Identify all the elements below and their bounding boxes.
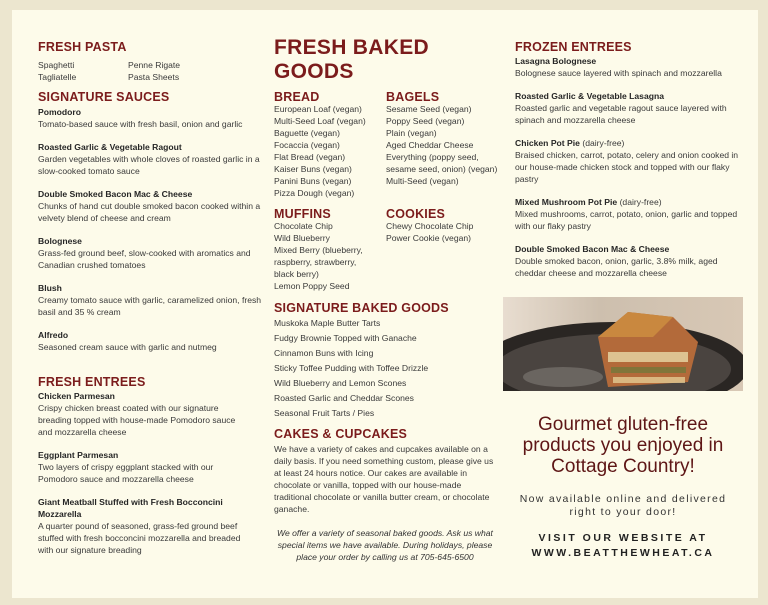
list-item: Wild Blueberry and Lemon Scones bbox=[274, 378, 407, 388]
list-item: Wild Blueberry bbox=[274, 233, 330, 243]
item-name bbox=[38, 141, 263, 153]
item-description: Chunks of hand cut double smoked bacon cooked within a velvety blend of cheese and cream bbox=[38, 201, 261, 223]
item-description: Creamy tomato sauce with garlic, caramelized onion, fresh basil and 35 % cream bbox=[38, 295, 262, 317]
cookies-heading: COOKIES bbox=[386, 207, 446, 221]
item-description: Grass-fed ground beef, slow-cooked with aromatics and Canadian crushed tomatoes bbox=[38, 248, 251, 270]
signature-sauces-heading: SIGNATURE SAUCES bbox=[38, 90, 170, 104]
item-name bbox=[515, 243, 745, 255]
fresh-entrees-heading: FRESH ENTREES bbox=[38, 375, 146, 389]
list-item: Cinnamon Buns with Icing bbox=[274, 348, 374, 358]
menu-item bbox=[515, 55, 745, 79]
item-name-text: Mixed Mushroom Pot Pie bbox=[515, 197, 618, 207]
item-name-text: Double Smoked Bacon Mac & Cheese bbox=[38, 189, 193, 199]
menu-item bbox=[38, 235, 263, 271]
menu-item bbox=[38, 329, 263, 353]
item-description: Two layers of crispy eggplant stacked with our Pomodoro sauce and mozzarella cheese bbox=[38, 462, 214, 484]
item-name-text: Giant Meatball Stuffed with Fresh Bocconcini Mozzarella bbox=[38, 497, 223, 519]
item-name-text: Eggplant Parmesan bbox=[38, 450, 119, 460]
seasonal-note: We offer a variety of seasonal baked goods. Ask us what special items we have available. During holidays, please place your order by calling us at 705-645-6500 bbox=[277, 528, 493, 562]
list-item: Mixed Berry (blueberry, raspberry, strawberry, black berry) bbox=[274, 245, 363, 279]
list-item: European Loaf (vegan) bbox=[274, 104, 362, 114]
item-name bbox=[38, 235, 263, 247]
availability-text: Now available online and delivered right to your door! bbox=[519, 493, 727, 518]
list-item: Flat Bread (vegan) bbox=[274, 152, 346, 162]
list-item: Focaccia (vegan) bbox=[274, 140, 340, 150]
bread-heading: BREAD bbox=[274, 90, 320, 104]
item-name-text: Bolognese bbox=[38, 236, 82, 246]
item-description: Double smoked bacon, onion, garlic, 3.8% milk, aged cheddar cheese and mozzarella cheese bbox=[515, 256, 718, 278]
pasta-item: Tagliatelle bbox=[38, 72, 77, 82]
menu-item bbox=[38, 496, 243, 556]
item-name-text: Lasagna Bolognese bbox=[515, 56, 597, 66]
item-name-text: Chicken Pot Pie bbox=[515, 138, 580, 148]
item-description: Crispy chicken breast coated with our signature breading topped with house-made Pomodoro sauce and mozzarella cheese bbox=[38, 403, 236, 437]
website-link[interactable]: WWW.BEATTHEWHEAT.CA bbox=[531, 547, 715, 559]
item-tag: (dairy-free) bbox=[579, 138, 625, 148]
item-tag: (dairy-free) bbox=[617, 197, 662, 207]
frozen-entrees-heading: FROZEN ENTREES bbox=[515, 40, 632, 54]
menu-item bbox=[38, 106, 263, 130]
list-item: Plain (vegan) bbox=[386, 128, 437, 138]
left-column bbox=[38, 40, 263, 567]
list-item: Everything (poppy seed, sesame seed, onion) (vegan) bbox=[386, 152, 498, 174]
fresh-baked-goods-title: FRESH BAKED GOODS bbox=[274, 36, 429, 83]
item-description: Tomato-based sauce with fresh basil, onion and garlic bbox=[38, 119, 243, 129]
list-item: Panini Buns (vegan) bbox=[274, 176, 352, 186]
item-name bbox=[38, 329, 263, 341]
list-item: Muskoka Maple Butter Tarts bbox=[274, 318, 381, 328]
cakes-description: We have a variety of cakes and cupcakes available on a daily basis. If you need something custom, please give us at least 24 hours notice. Our cakes are available in chocolate or vanilla, topped with our house-made traditional chocolate or vanilla butter cream, or chocolate ganache. bbox=[274, 444, 494, 514]
lasagna-photo bbox=[503, 297, 743, 391]
item-name bbox=[515, 137, 745, 149]
menu-item bbox=[38, 188, 263, 224]
item-description: Seasoned cream sauce with garlic and nutmeg bbox=[38, 342, 217, 352]
cakes-heading: CAKES & CUPCAKES bbox=[274, 427, 408, 441]
website-callout bbox=[507, 531, 739, 561]
item-name bbox=[38, 390, 243, 402]
item-name-text: Roasted Garlic & Vegetable Ragout bbox=[38, 142, 182, 152]
list-item: Multi-Seed Loaf (vegan) bbox=[274, 116, 366, 126]
tagline: Gourmet gluten-free products you enjoyed in Cottage Country! bbox=[522, 414, 724, 477]
pasta-item: Spaghetti bbox=[38, 60, 75, 70]
pasta-item: Penne Rigate bbox=[128, 60, 181, 70]
item-description: Roasted garlic and vegetable ragout sauce layered with spinach and mozzarella cheese bbox=[515, 103, 727, 125]
menu-item bbox=[38, 390, 243, 438]
bagels-heading: BAGELS bbox=[386, 90, 440, 104]
list-item: Aged Cheddar Cheese bbox=[386, 140, 474, 150]
list-item: Chocolate Chip bbox=[274, 221, 333, 231]
item-name bbox=[38, 282, 263, 294]
list-item: Multi-Seed (vegan) bbox=[386, 176, 459, 186]
menu-item bbox=[38, 282, 263, 318]
item-name-text: Pomodoro bbox=[38, 107, 81, 117]
item-description: Braised chicken, carrot, potato, celery and onion cooked in our house-made chicken stock and topped with our flaky pastry bbox=[515, 150, 739, 184]
item-name-text: Chicken Parmesan bbox=[38, 391, 115, 401]
item-name bbox=[38, 449, 243, 461]
item-name bbox=[515, 90, 745, 102]
fresh-pasta-heading: FRESH PASTA bbox=[38, 40, 127, 54]
pasta-item: Pasta Sheets bbox=[128, 72, 180, 82]
visit-text: VISIT OUR WEBSITE AT bbox=[538, 532, 708, 544]
right-column bbox=[515, 40, 745, 290]
menu-item bbox=[515, 90, 745, 126]
list-item: Pizza Dough (vegan) bbox=[274, 188, 355, 198]
muffins-heading: MUFFINS bbox=[274, 207, 331, 221]
menu-item bbox=[515, 243, 745, 279]
list-item: Chewy Chocolate Chip bbox=[386, 221, 474, 231]
item-name-text: Double Smoked Bacon Mac & Cheese bbox=[515, 244, 670, 254]
pasta-list bbox=[38, 59, 263, 83]
menu-item bbox=[38, 449, 243, 485]
signature-baked-heading: SIGNATURE BAKED GOODS bbox=[274, 301, 449, 315]
item-description: Bolognese sauce layered with spinach and mozzarella bbox=[515, 68, 722, 78]
item-name bbox=[38, 496, 243, 520]
list-item: Sticky Toffee Pudding with Toffee Drizzle bbox=[274, 363, 429, 373]
item-description: Mixed mushrooms, carrot, potato, onion, garlic and topped with our flaky pastry bbox=[515, 209, 738, 231]
item-name bbox=[515, 55, 745, 67]
list-item: Lemon Poppy Seed bbox=[274, 281, 350, 291]
item-name-text: Blush bbox=[38, 283, 62, 293]
list-item: Kaiser Buns (vegan) bbox=[274, 164, 352, 174]
list-item: Roasted Garlic and Cheddar Scones bbox=[274, 393, 414, 403]
item-description: Garden vegetables with whole cloves of roasted garlic in a slow-cooked tomato sauce bbox=[38, 154, 260, 176]
middle-column bbox=[274, 36, 499, 563]
list-item: Sesame Seed (vegan) bbox=[386, 104, 472, 114]
list-item: Power Cookie (vegan) bbox=[386, 233, 472, 243]
list-item: Seasonal Fruit Tarts / Pies bbox=[274, 408, 375, 418]
item-name bbox=[38, 106, 263, 118]
item-description: A quarter pound of seasoned, grass-fed ground beef stuffed with fresh bocconcini mozzarella and breaded with our signature breading bbox=[38, 521, 241, 555]
list-item: Fudgy Brownie Topped with Ganache bbox=[274, 333, 417, 343]
menu-item bbox=[38, 141, 263, 177]
menu-item bbox=[515, 196, 745, 232]
item-name-text: Roasted Garlic & Vegetable Lasagna bbox=[515, 91, 665, 101]
item-name bbox=[515, 196, 745, 208]
item-name-text: Alfredo bbox=[38, 330, 69, 340]
list-item: Poppy Seed (vegan) bbox=[386, 116, 465, 126]
list-item: Baguette (vegan) bbox=[274, 128, 340, 138]
menu-item bbox=[515, 137, 745, 185]
item-name bbox=[38, 188, 263, 200]
menu-page bbox=[12, 10, 758, 598]
